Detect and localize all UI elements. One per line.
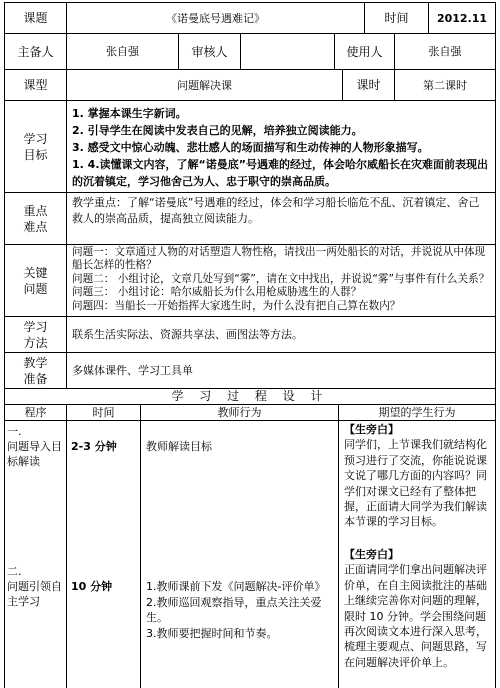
- keypoints-label: [4, 193, 66, 244]
- question-item: 问题四：当船长一开始指挥大家逃生时，为什么没有把自己算在数内？: [72, 299, 401, 312]
- type-value: 问题解决课: [66, 70, 342, 100]
- prep-label: [4, 353, 66, 388]
- teacher-item: 2.教师巡回观察指导，重点关注关爱生。: [146, 595, 322, 624]
- stage-index: 一.: [7, 425, 22, 438]
- objectives-label-1: 学习: [23, 131, 48, 146]
- row-prep: [4, 352, 496, 388]
- stage-teacher: 教师解读目标: [146, 440, 212, 453]
- teacher-item: 3.教师要把握时间和节奏。: [146, 626, 278, 640]
- objectives-label: [4, 101, 66, 192]
- process-title: 学 习 过 程 设 计: [4, 389, 496, 404]
- period-value: 第二课时: [394, 70, 496, 100]
- objective-item: 1. 掌握本课生字新词。: [72, 107, 187, 120]
- keypoints-label-1: 重点: [23, 203, 48, 218]
- row-type: [4, 69, 496, 100]
- stage-name: 问题导入目标解读: [7, 440, 62, 468]
- objective-item: 2. 引导学生在阅读中发表自己的见解，培养独立阅读能力。: [72, 124, 363, 137]
- student-tag: 【生旁白】: [344, 423, 399, 436]
- question-item: 问题三： 小组讨论：哈尔威船长为什么用枪威胁逃生的人群？: [72, 286, 362, 299]
- keypoints-label-2: 难点: [23, 219, 48, 234]
- teacher-item: 1.教师课前下发《问题解决-评价单》: [146, 580, 326, 593]
- keypoints-text: 教学重点：了解“诺曼底”号遇难的经过，体会和学习船长临危不乱、沉着镇定、舍己救人的崇高品质，提高独立阅读能力。: [66, 193, 496, 244]
- row-process-headers: [4, 404, 496, 420]
- student-text: 同学们，上节课我们就结构化预习进行了交流，你能说说课文说了哪几方面的内容吗？同学们对课文已经有了整体把握，正面请大同学为我们解读本节课的学习目标。: [344, 438, 487, 529]
- type-label: 课型: [4, 70, 66, 100]
- row-method: [4, 316, 496, 352]
- col-student: 期望的学生行为: [338, 405, 496, 420]
- method-text: 联系生活实际法、资源共享法、画图法等方法。: [66, 317, 496, 352]
- stage-1-program: [7, 424, 65, 469]
- prep-label-1: 教学: [23, 355, 48, 370]
- col-program: 程序: [4, 405, 66, 420]
- question-item: 问题二： 小组讨论，文章几处写到“雾”，请在文中找出，并说说“雾”与事件有什么关系？: [72, 272, 490, 285]
- questions-label: [4, 245, 66, 316]
- teacher-column: [140, 421, 338, 688]
- stage-time: 2-3 分钟: [71, 440, 117, 453]
- student-column: [338, 421, 496, 688]
- stage-2-teacher: [146, 579, 334, 641]
- user-label: 使用人: [334, 34, 394, 69]
- method-label-2: 方法: [23, 335, 48, 350]
- row-preparer: [4, 33, 496, 69]
- questions-list: [66, 245, 496, 316]
- row-topic: [4, 2, 496, 33]
- stage-2-student: [344, 547, 494, 670]
- row-questions: [4, 244, 496, 316]
- lesson-plan-sheet: [4, 2, 496, 688]
- objective-item: 3. 感受文中惊心动魄、悲壮感人的场面描写和生动传神的人物形象描写。: [72, 141, 429, 154]
- method-label: [4, 317, 66, 352]
- period-label: 课时: [342, 70, 394, 100]
- topic-value: 《诺曼底号遇难记》: [66, 3, 364, 33]
- col-teacher: 教师行为: [140, 405, 338, 420]
- preparer-label: 主备人: [4, 34, 66, 69]
- reviewer-value: [240, 34, 334, 69]
- stage-1-student: [344, 422, 494, 530]
- objectives-label-2: 目标: [23, 147, 48, 162]
- question-item: 问题一：文章通过人物的对话塑造人物性格，请找出一两处船长的对话，并说说从中体现船长怎样的性格？: [72, 246, 486, 272]
- prep-label-2: 准备: [23, 371, 48, 386]
- stage-name: 问题引领自主学习: [7, 580, 62, 608]
- reviewer-label: 审核人: [178, 34, 240, 69]
- questions-label-2: 问题: [23, 281, 48, 296]
- time-value: 2012.11: [428, 3, 496, 33]
- stage-index: 二.: [7, 565, 22, 578]
- stage-2-program: [7, 564, 65, 609]
- student-text: 正面请同学们拿出问题解决评价单，在自主阅读批注的基础上继续完善你对问题的理解，限时 10 分钟。学会围绕问题再次阅读文本进行深入思考，梳理主要观点、问题思路，写在问题解决评价单上。: [344, 563, 487, 669]
- prep-text: 多媒体课件、学习工具单: [66, 353, 496, 388]
- objectives-list: [66, 101, 496, 192]
- row-process-body: [4, 420, 496, 688]
- preparer-value: 张自强: [66, 34, 178, 69]
- row-process-title: [4, 388, 496, 404]
- time-column: [66, 421, 140, 688]
- method-label-1: 学习: [23, 319, 48, 334]
- col-time: 时间: [66, 405, 140, 420]
- program-column: [4, 421, 66, 688]
- objective-item: 1. 4.读懂课文内容，了解“诺曼底”号遇难的经过，体会哈尔威船长在灾难面前表现出的沉着镇定，学习他舍己为人、忠于职守的崇高品质。: [72, 158, 488, 188]
- stage-time: 10 分钟: [71, 580, 113, 593]
- student-tag: 【生旁白】: [344, 548, 399, 561]
- row-objectives: [4, 100, 496, 192]
- questions-label-1: 关键: [23, 265, 48, 280]
- row-keypoints: [4, 192, 496, 244]
- topic-label: 课题: [4, 3, 66, 33]
- user-value: 张自强: [394, 34, 496, 69]
- time-label: 时间: [364, 3, 428, 33]
